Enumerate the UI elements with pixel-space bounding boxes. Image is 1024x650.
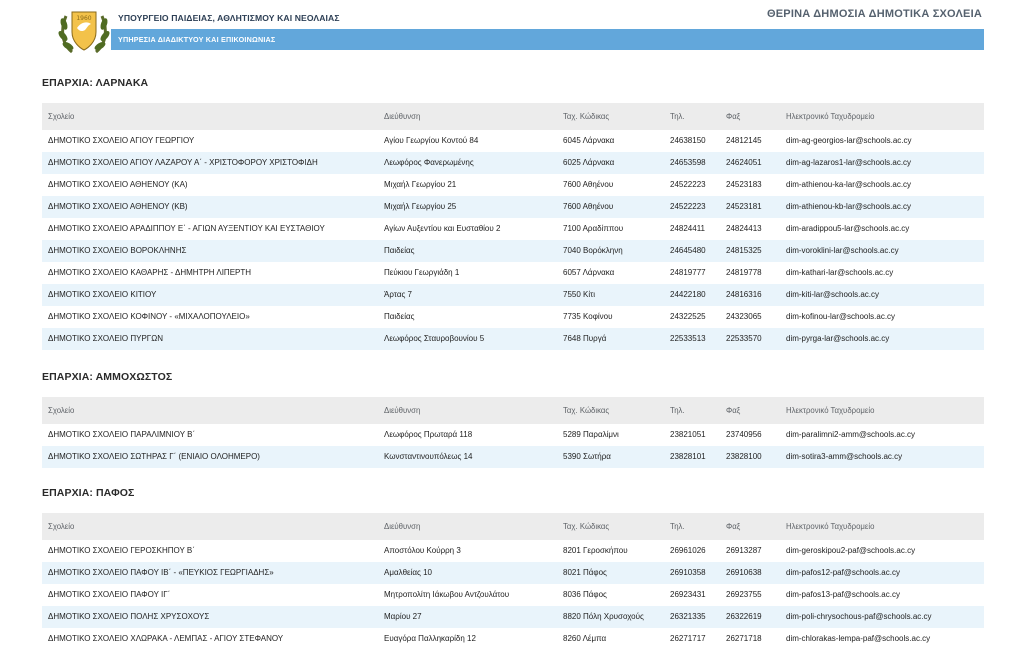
column-header-fax: Φαξ [726, 112, 741, 121]
cell-postal-code: 7100 Αραδίππου [563, 224, 624, 233]
cell-school-name: ΔΗΜΟΤΙΚΟ ΣΧΟΛΕΙΟ ΑΘΗΕΝΟΥ (ΚΑ) [48, 180, 188, 189]
district-heading: ΕΠΑΡΧΙΑ: ΠΑΦΟΣ [42, 487, 135, 499]
cell-postal-code: 7040 Βορόκληνη [563, 246, 623, 255]
cell-email: dim-ag-lazaros1-lar@schools.ac.cy [786, 158, 912, 167]
column-header-fax: Φαξ [726, 522, 741, 531]
cell-email: dim-geroskipou2-paf@schools.ac.cy [786, 546, 916, 555]
cell-email: dim-voroklini-lar@schools.ac.cy [786, 246, 899, 255]
cell-school-name: ΔΗΜΟΤΙΚΟ ΣΧΟΛΕΙΟ ΚΙΤΙΟΥ [48, 290, 157, 299]
cell-postal-code: 8036 Πάφος [563, 590, 607, 599]
cell-address: Κωνσταντινουπόλεως 14 [384, 452, 473, 461]
table-row [42, 152, 984, 174]
cell-phone: 24645480 [670, 246, 706, 255]
cell-fax: 24624051 [726, 158, 762, 167]
table-row [42, 562, 984, 584]
cell-school-name: ΔΗΜΟΤΙΚΟ ΣΧΟΛΕΙΟ ΚΟΦΙΝΟΥ - «ΜΙΧΑΛΟΠΟΥΛΕΙΟ» [48, 312, 250, 321]
cell-phone: 24819777 [670, 268, 706, 277]
table-row [42, 240, 984, 262]
cell-phone: 24824411 [670, 224, 705, 233]
cell-fax: 24815325 [726, 246, 762, 255]
column-header-email: Ηλεκτρονικό Ταχυδρομείο [786, 522, 875, 531]
column-header-school-name: Σχολείο [48, 522, 75, 531]
column-header-phone: Τηλ. [670, 112, 685, 121]
cell-fax: 24824413 [726, 224, 762, 233]
cell-fax: 22533570 [726, 334, 762, 343]
cell-phone: 26321335 [670, 612, 706, 621]
cell-phone: 23821051 [670, 430, 706, 439]
cell-school-name: ΔΗΜΟΤΙΚΟ ΣΧΟΛΕΙΟ ΠΑΦΟΥ ΙΒ΄ - «ΠΕΥΚΙΟΣ ΓΕΩΡΓΙΑΔΗΣ» [48, 568, 274, 577]
cell-school-name: ΔΗΜΟΤΙΚΟ ΣΧΟΛΕΙΟ ΧΛΩΡΑΚΑ - ΛΕΜΠΑΣ - ΑΓΙΟΥ ΣΤΕΦΑΝΟΥ [48, 634, 284, 643]
cell-fax: 24323065 [726, 312, 762, 321]
table-row [42, 628, 984, 650]
cell-postal-code: 7648 Πυργά [563, 334, 607, 343]
cell-postal-code: 6045 Λάρνακα [563, 136, 615, 145]
cell-school-name: ΔΗΜΟΤΙΚΟ ΣΧΟΛΕΙΟ ΑΘΗΕΝΟΥ (ΚΒ) [48, 202, 188, 211]
column-header-phone: Τηλ. [670, 406, 685, 415]
table-row [42, 306, 984, 328]
cell-school-name: ΔΗΜΟΤΙΚΟ ΣΧΟΛΕΙΟ ΣΩΤΗΡΑΣ Γ΄ (ΕΝΙΑΙΟ ΟΛΟΗΜΕΡΟ) [48, 452, 260, 461]
page-header [0, 0, 1024, 60]
table-row [42, 174, 984, 196]
cell-email: dim-pafos12-paf@schools.ac.cy [786, 568, 900, 577]
cell-address: Αγίου Γεωργίου Κοντού 84 [384, 136, 479, 145]
column-header-school-name: Σχολείο [48, 112, 75, 121]
cell-fax: 24812145 [726, 136, 762, 145]
cell-email: dim-kofinou-lar@schools.ac.cy [786, 312, 896, 321]
table-header-row [42, 513, 984, 540]
cell-postal-code: 8820 Πόλη Χρυσοχούς [563, 612, 644, 621]
cell-address: Μιχαήλ Γεωργίου 21 [384, 180, 457, 189]
cell-postal-code: 7735 Κοφίνου [563, 312, 613, 321]
column-header-postal-code: Ταχ. Κώδικας [563, 112, 610, 121]
column-header-email: Ηλεκτρονικό Ταχυδρομείο [786, 112, 875, 121]
column-header-fax: Φαξ [726, 406, 741, 415]
cell-address: Μητροπολίτη Ιάκωβου Αντζουλάτου [384, 590, 510, 599]
cell-address: Πεύκιου Γεωργιάδη 1 [384, 268, 460, 277]
cell-fax: 24816316 [726, 290, 762, 299]
cell-fax: 26271718 [726, 634, 762, 643]
table-row [42, 218, 984, 240]
cell-fax: 24523181 [726, 202, 762, 211]
cell-address: Ευαγόρα Παλληκαρίδη 12 [384, 634, 476, 643]
service-name: ΥΠΗΡΕΣΙΑ ΔΙΑΔΙΚΤΥΟΥ ΚΑΙ ΕΠΙΚΟΙΝΩΝΙΑΣ [118, 35, 276, 44]
cell-email: dim-athienou-kb-lar@schools.ac.cy [786, 202, 912, 211]
cell-postal-code: 5289 Παραλίμνι [563, 430, 619, 439]
cell-fax: 26913287 [726, 546, 762, 555]
cell-postal-code: 8021 Πάφος [563, 568, 607, 577]
cell-phone: 23828101 [670, 452, 706, 461]
cell-fax: 23828100 [726, 452, 762, 461]
cell-school-name: ΔΗΜΟΤΙΚΟ ΣΧΟΛΕΙΟ ΠΑΡΑΛΙΜΝΙΟΥ Β΄ [48, 430, 196, 439]
cell-email: dim-pafos13-paf@schools.ac.cy [786, 590, 900, 599]
cell-email: dim-chlorakas-lempa-paf@schools.ac.cy [786, 634, 931, 643]
cell-address: Αποστόλου Κούρρη 3 [384, 546, 461, 555]
table-row [42, 540, 984, 562]
table-row [42, 130, 984, 152]
table-row [42, 328, 984, 350]
cell-email: dim-paralimni2-amm@schools.ac.cy [786, 430, 916, 439]
column-header-postal-code: Ταχ. Κώδικας [563, 522, 610, 531]
cell-address: Λεωφόρος Σταυροβουνίου 5 [384, 334, 485, 343]
cell-email: dim-sotira3-amm@schools.ac.cy [786, 452, 903, 461]
cell-phone: 24322525 [670, 312, 706, 321]
cell-email: dim-kathari-lar@schools.ac.cy [786, 268, 894, 277]
cell-school-name: ΔΗΜΟΤΙΚΟ ΣΧΟΛΕΙΟ ΓΕΡΟΣΚΗΠΟΥ Β΄ [48, 546, 195, 555]
schools-table [42, 103, 984, 350]
cell-school-name: ΔΗΜΟΤΙΚΟ ΣΧΟΛΕΙΟ ΒΟΡΟΚΛΗΝΗΣ [48, 246, 187, 255]
cell-postal-code: 8260 Λέμπα [563, 634, 607, 643]
district-heading: ΕΠΑΡΧΙΑ: ΑΜΜΟΧΩΣΤΟΣ [42, 371, 173, 383]
cell-fax: 24523183 [726, 180, 762, 189]
cell-postal-code: 8201 Γεροσκήπου [563, 546, 628, 555]
table-row [42, 196, 984, 218]
column-header-phone: Τηλ. [670, 522, 685, 531]
cell-school-name: ΔΗΜΟΤΙΚΟ ΣΧΟΛΕΙΟ ΠΑΦΟΥ ΙΓ΄ [48, 590, 171, 599]
table-row [42, 446, 984, 468]
cell-school-name: ΔΗΜΟΤΙΚΟ ΣΧΟΛΕΙΟ ΠΥΡΓΩΝ [48, 334, 163, 343]
cell-email: dim-ag-georgios-lar@schools.ac.cy [786, 136, 912, 145]
cell-postal-code: 5390 Σωτήρα [563, 452, 611, 461]
cell-school-name: ΔΗΜΟΤΙΚΟ ΣΧΟΛΕΙΟ ΠΟΛΗΣ ΧΡΥΣΟΧΟΥΣ [48, 612, 210, 621]
column-header-school-name: Σχολείο [48, 406, 75, 415]
cell-email: dim-pyrga-lar@schools.ac.cy [786, 334, 890, 343]
cell-phone: 24638150 [670, 136, 706, 145]
cell-phone: 26271717 [670, 634, 706, 643]
cell-address: Λεωφόρος Πρωταρά 118 [384, 430, 473, 439]
cell-email: dim-kiti-lar@schools.ac.cy [786, 290, 880, 299]
svg-text:1960: 1960 [76, 15, 92, 22]
table-row [42, 424, 984, 446]
table-row [42, 606, 984, 628]
column-header-address: Διεύθυνση [384, 112, 421, 121]
table-header-row [42, 397, 984, 424]
table-row [42, 262, 984, 284]
cell-address: Αγίων Αυξεντίου και Ευσταθίου 2 [384, 224, 501, 233]
cell-address: Λεωφόρος Φανερωμένης [384, 158, 474, 167]
cell-fax: 26910638 [726, 568, 762, 577]
cell-postal-code: 7600 Αθηένου [563, 202, 614, 211]
cell-phone: 24653598 [670, 158, 706, 167]
cell-phone: 26910358 [670, 568, 706, 577]
cell-address: Αμαλθείας 10 [384, 568, 432, 577]
cell-phone: 26961026 [670, 546, 706, 555]
ministry-name: ΥΠΟΥΡΓΕΙΟ ΠΑΙΔΕΙΑΣ, ΑΘΛΗΤΙΣΜΟΥ ΚΑΙ ΝΕΟΛΑΙΑΣ [118, 13, 340, 23]
cell-phone: 22533513 [670, 334, 706, 343]
cell-fax: 26923755 [726, 590, 762, 599]
cell-postal-code: 7600 Αθηένου [563, 180, 614, 189]
column-header-email: Ηλεκτρονικό Ταχυδρομείο [786, 406, 875, 415]
cell-phone: 24522223 [670, 180, 706, 189]
cell-phone: 24522223 [670, 202, 706, 211]
cell-address: Άρτας 7 [384, 290, 412, 299]
column-header-postal-code: Ταχ. Κώδικας [563, 406, 610, 415]
table-header-row [42, 103, 984, 130]
column-header-address: Διεύθυνση [384, 522, 421, 531]
cell-address: Παιδείας [384, 246, 415, 255]
coat-of-arms-icon [58, 4, 110, 58]
cell-phone: 24422180 [670, 290, 706, 299]
cell-fax: 23740956 [726, 430, 762, 439]
district-heading: ΕΠΑΡΧΙΑ: ΛΑΡΝΑΚΑ [42, 77, 149, 89]
table-row [42, 584, 984, 606]
cell-email: dim-aradippou5-lar@schools.ac.cy [786, 224, 910, 233]
cell-school-name: ΔΗΜΟΤΙΚΟ ΣΧΟΛΕΙΟ ΑΡΑΔΙΠΠΟΥ Ε΄ - ΑΓΙΩΝ ΑΥΞΕΝΤΙΟΥ ΚΑΙ ΕΥΣΤΑΘΙΟΥ [48, 224, 325, 233]
cell-school-name: ΔΗΜΟΤΙΚΟ ΣΧΟΛΕΙΟ ΚΑΘΑΡΗΣ - ΔΗΜΗΤΡΗ ΛΙΠΕΡΤΗ [48, 268, 252, 277]
cell-address: Μαρίου 27 [384, 612, 422, 621]
document-title: ΘΕΡΙΝΑ ΔΗΜΟΣΙΑ ΔΗΜΟΤΙΚΑ ΣΧΟΛΕΙΑ [766, 8, 982, 20]
cell-phone: 26923431 [670, 590, 706, 599]
column-header-address: Διεύθυνση [384, 406, 421, 415]
cell-postal-code: 6025 Λάρνακα [563, 158, 615, 167]
cell-address: Μιχαήλ Γεωργίου 25 [384, 202, 457, 211]
cell-postal-code: 7550 Κίτι [563, 290, 596, 299]
cell-fax: 24819778 [726, 268, 762, 277]
cell-school-name: ΔΗΜΟΤΙΚΟ ΣΧΟΛΕΙΟ ΑΓΙΟΥ ΛΑΖΑΡΟΥ Α΄ - ΧΡΙΣΤΟΦΟΡΟΥ ΧΡΙΣΤΟΦΙΔΗ [48, 158, 318, 167]
cell-email: dim-poli-chrysochous-paf@schools.ac.cy [786, 612, 932, 621]
schools-table [42, 397, 984, 468]
schools-table [42, 513, 984, 650]
cell-postal-code: 6057 Λάρνακα [563, 268, 615, 277]
cell-fax: 26322619 [726, 612, 762, 621]
cell-address: Παιδείας [384, 312, 415, 321]
table-row [42, 284, 984, 306]
cell-school-name: ΔΗΜΟΤΙΚΟ ΣΧΟΛΕΙΟ ΑΓΙΟΥ ΓΕΩΡΓΙΟΥ [48, 136, 195, 145]
cell-email: dim-athienou-ka-lar@schools.ac.cy [786, 180, 912, 189]
